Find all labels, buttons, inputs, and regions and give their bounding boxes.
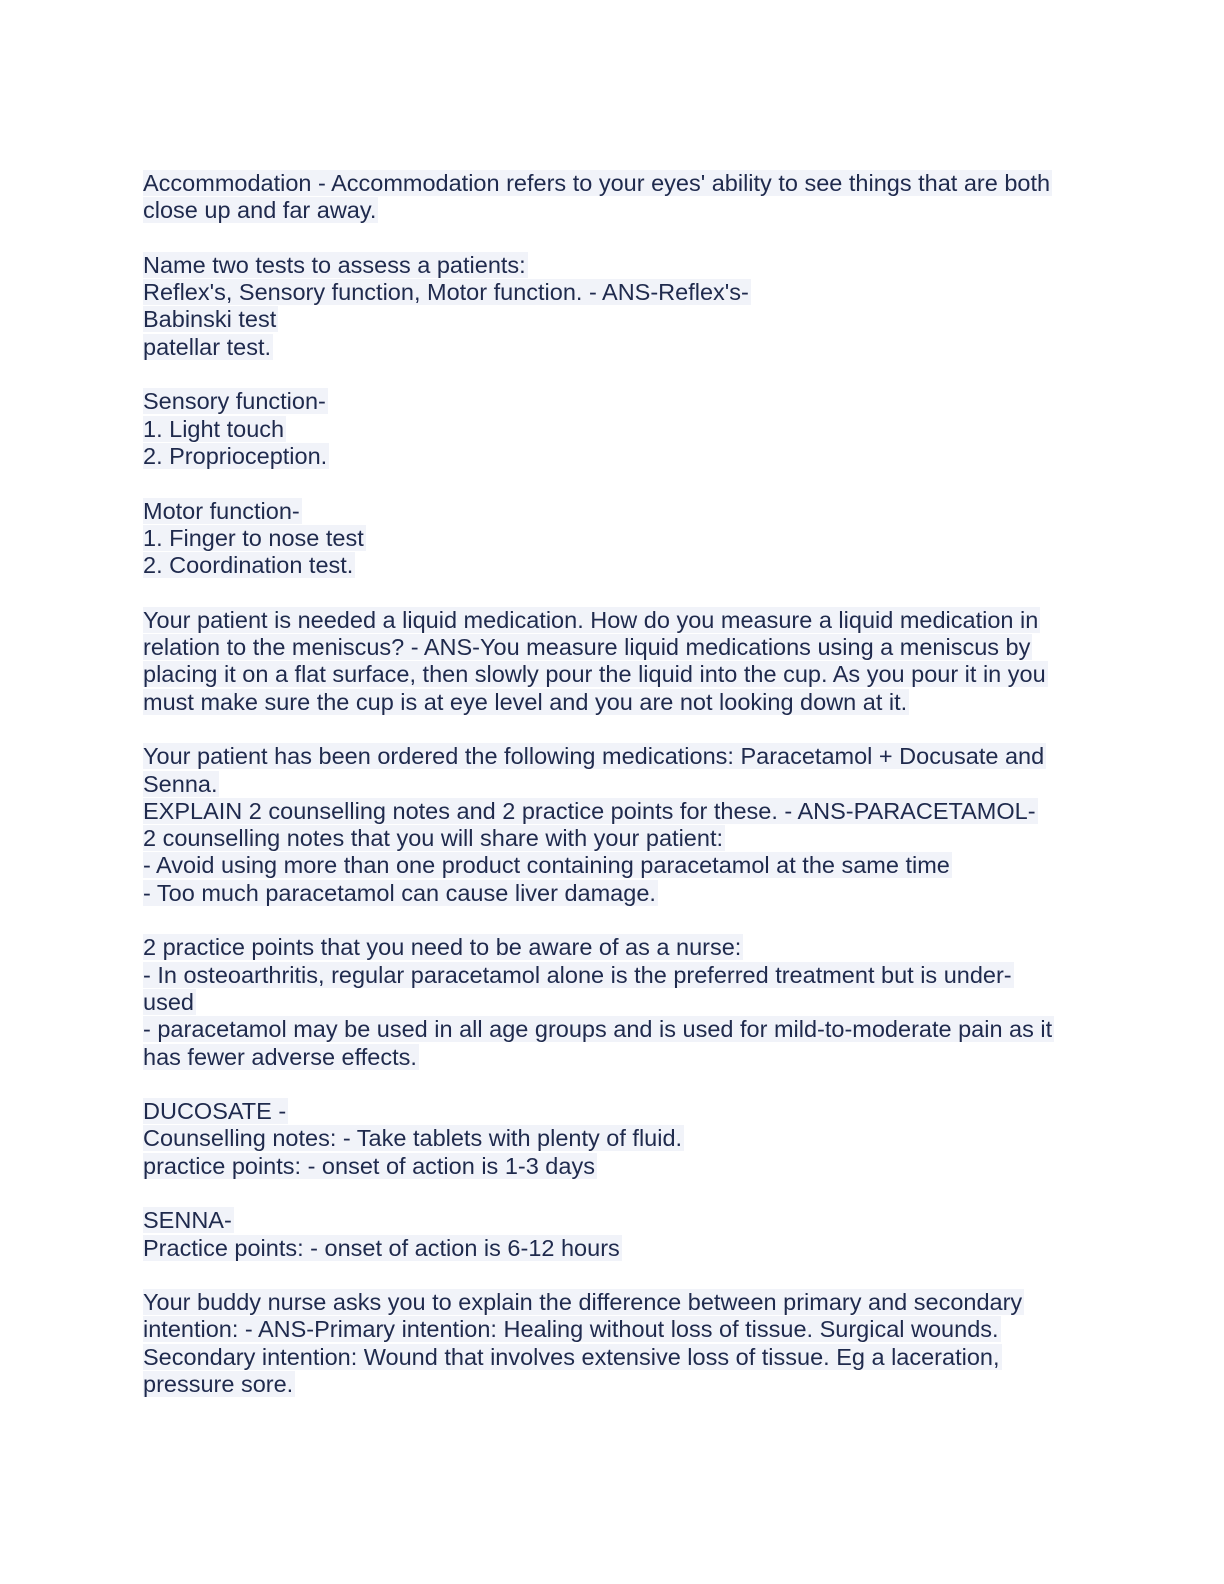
text-line-content: must make sure the cup is at eye level and you are not looking down at it. xyxy=(143,688,908,715)
text-line-content: intention: - ANS-Primary intention: Healing without loss of tissue. Surgical wounds. xyxy=(143,1316,999,1343)
text-line-content: Accommodation - Accommodation refers to your eyes' ability to see things that are both xyxy=(143,170,1051,196)
text-line xyxy=(143,1153,1073,1180)
text-line-content: patellar test. xyxy=(143,333,272,360)
text-line-content: DUCOSATE - xyxy=(143,1098,287,1125)
text-line xyxy=(143,1016,1073,1043)
paragraph xyxy=(143,743,1073,907)
text-line xyxy=(143,498,1073,525)
paragraph xyxy=(143,1207,1073,1262)
paragraph xyxy=(143,388,1073,470)
text-line xyxy=(143,798,1073,825)
text-line xyxy=(143,388,1073,415)
text-line xyxy=(143,689,1073,716)
text-line-content: Practice points: - onset of action is 6-12 hours xyxy=(143,1234,620,1261)
text-line-content: relation to the meniscus? - ANS-You measure liquid medications using a meniscus by xyxy=(143,634,1031,661)
text-line xyxy=(143,661,1073,688)
text-line xyxy=(143,170,1073,197)
text-line xyxy=(143,825,1073,852)
text-line xyxy=(143,416,1073,443)
text-line-content: - Too much paracetamol can cause liver damage. xyxy=(143,879,656,906)
text-line xyxy=(143,334,1073,361)
text-line xyxy=(143,443,1073,470)
text-line xyxy=(143,279,1073,306)
text-line xyxy=(143,552,1073,579)
text-line-content: Babinski test xyxy=(143,306,277,333)
text-line xyxy=(143,1344,1073,1371)
paragraph xyxy=(143,498,1073,580)
text-line-content: practice points: - onset of action is 1-3 days xyxy=(143,1152,595,1179)
text-line-content: Your patient has been ordered the following medications: Paracetamol + Docusate and xyxy=(143,743,1045,770)
text-line-content: 2 practice points that you need to be aware of as a nurse: xyxy=(143,934,742,961)
paragraph xyxy=(143,934,1073,1070)
text-line xyxy=(143,1044,1073,1071)
text-line xyxy=(143,306,1073,333)
text-line-content: Sensory function- xyxy=(143,388,326,415)
text-line-content: - paracetamol may be used in all age groups and is used for mild-to-moderate pain as it xyxy=(143,1016,1053,1043)
text-line xyxy=(143,743,1073,770)
text-line-content: 2. Proprioception. xyxy=(143,442,328,469)
text-line xyxy=(143,1125,1073,1152)
text-line-content: 1. Light touch xyxy=(143,415,285,442)
text-line xyxy=(143,989,1073,1016)
text-line xyxy=(143,852,1073,879)
text-line xyxy=(143,1289,1073,1316)
document-page xyxy=(143,170,1073,1426)
text-line-content: close up and far away. xyxy=(143,197,377,224)
text-line xyxy=(143,771,1073,798)
text-line xyxy=(143,962,1073,989)
paragraph xyxy=(143,1289,1073,1398)
text-line xyxy=(143,934,1073,961)
text-line-content: Name two tests to assess a patients: xyxy=(143,251,526,278)
text-line xyxy=(143,525,1073,552)
text-line xyxy=(143,1207,1073,1234)
text-line-content: Your patient is needed a liquid medication. How do you measure a liquid medication in xyxy=(143,606,1039,633)
text-line-content: Senna. xyxy=(143,770,218,797)
text-line-content: 2 counselling notes that you will share with your patient: xyxy=(143,825,723,852)
text-line-content: SENNA- xyxy=(143,1207,232,1234)
text-line xyxy=(143,197,1073,224)
text-line-content: 1. Finger to nose test xyxy=(143,524,364,551)
text-line-content: Secondary intention: Wound that involves extensive loss of tissue. Eg a laceration, xyxy=(143,1343,1000,1370)
text-line-content: Reflex's, Sensory function, Motor function. - ANS-Reflex's- xyxy=(143,279,749,306)
text-line-content: has fewer adverse effects. xyxy=(143,1043,417,1070)
text-line-content: Counselling notes: - Take tablets with plenty of fluid. xyxy=(143,1125,683,1152)
paragraph xyxy=(143,1098,1073,1180)
text-line xyxy=(143,1235,1073,1262)
text-line xyxy=(143,880,1073,907)
text-line-content: Motor function- xyxy=(143,497,300,524)
text-line xyxy=(143,634,1073,661)
paragraph xyxy=(143,607,1073,716)
paragraph xyxy=(143,170,1073,225)
text-line xyxy=(143,607,1073,634)
text-line xyxy=(143,1316,1073,1343)
text-line-content: Your buddy nurse asks you to explain the difference between primary and secondary xyxy=(143,1289,1023,1316)
text-line xyxy=(143,252,1073,279)
text-line xyxy=(143,1371,1073,1398)
text-line-content: 2. Coordination test. xyxy=(143,552,354,579)
text-line-content: - Avoid using more than one product containing paracetamol at the same time xyxy=(143,852,950,879)
text-line-content: - In osteoarthritis, regular paracetamol alone is the preferred treatment but is under- xyxy=(143,961,1012,988)
text-line xyxy=(143,1098,1073,1125)
text-line-content: pressure sore. xyxy=(143,1371,294,1398)
text-line-content: used xyxy=(143,988,194,1015)
text-line-content: EXPLAIN 2 counselling notes and 2 practice points for these. - ANS-PARACETAMOL- xyxy=(143,797,1036,824)
paragraph xyxy=(143,252,1073,361)
text-line-content: placing it on a flat surface, then slowly pour the liquid into the cup. As you pour it in you xyxy=(143,661,1046,688)
